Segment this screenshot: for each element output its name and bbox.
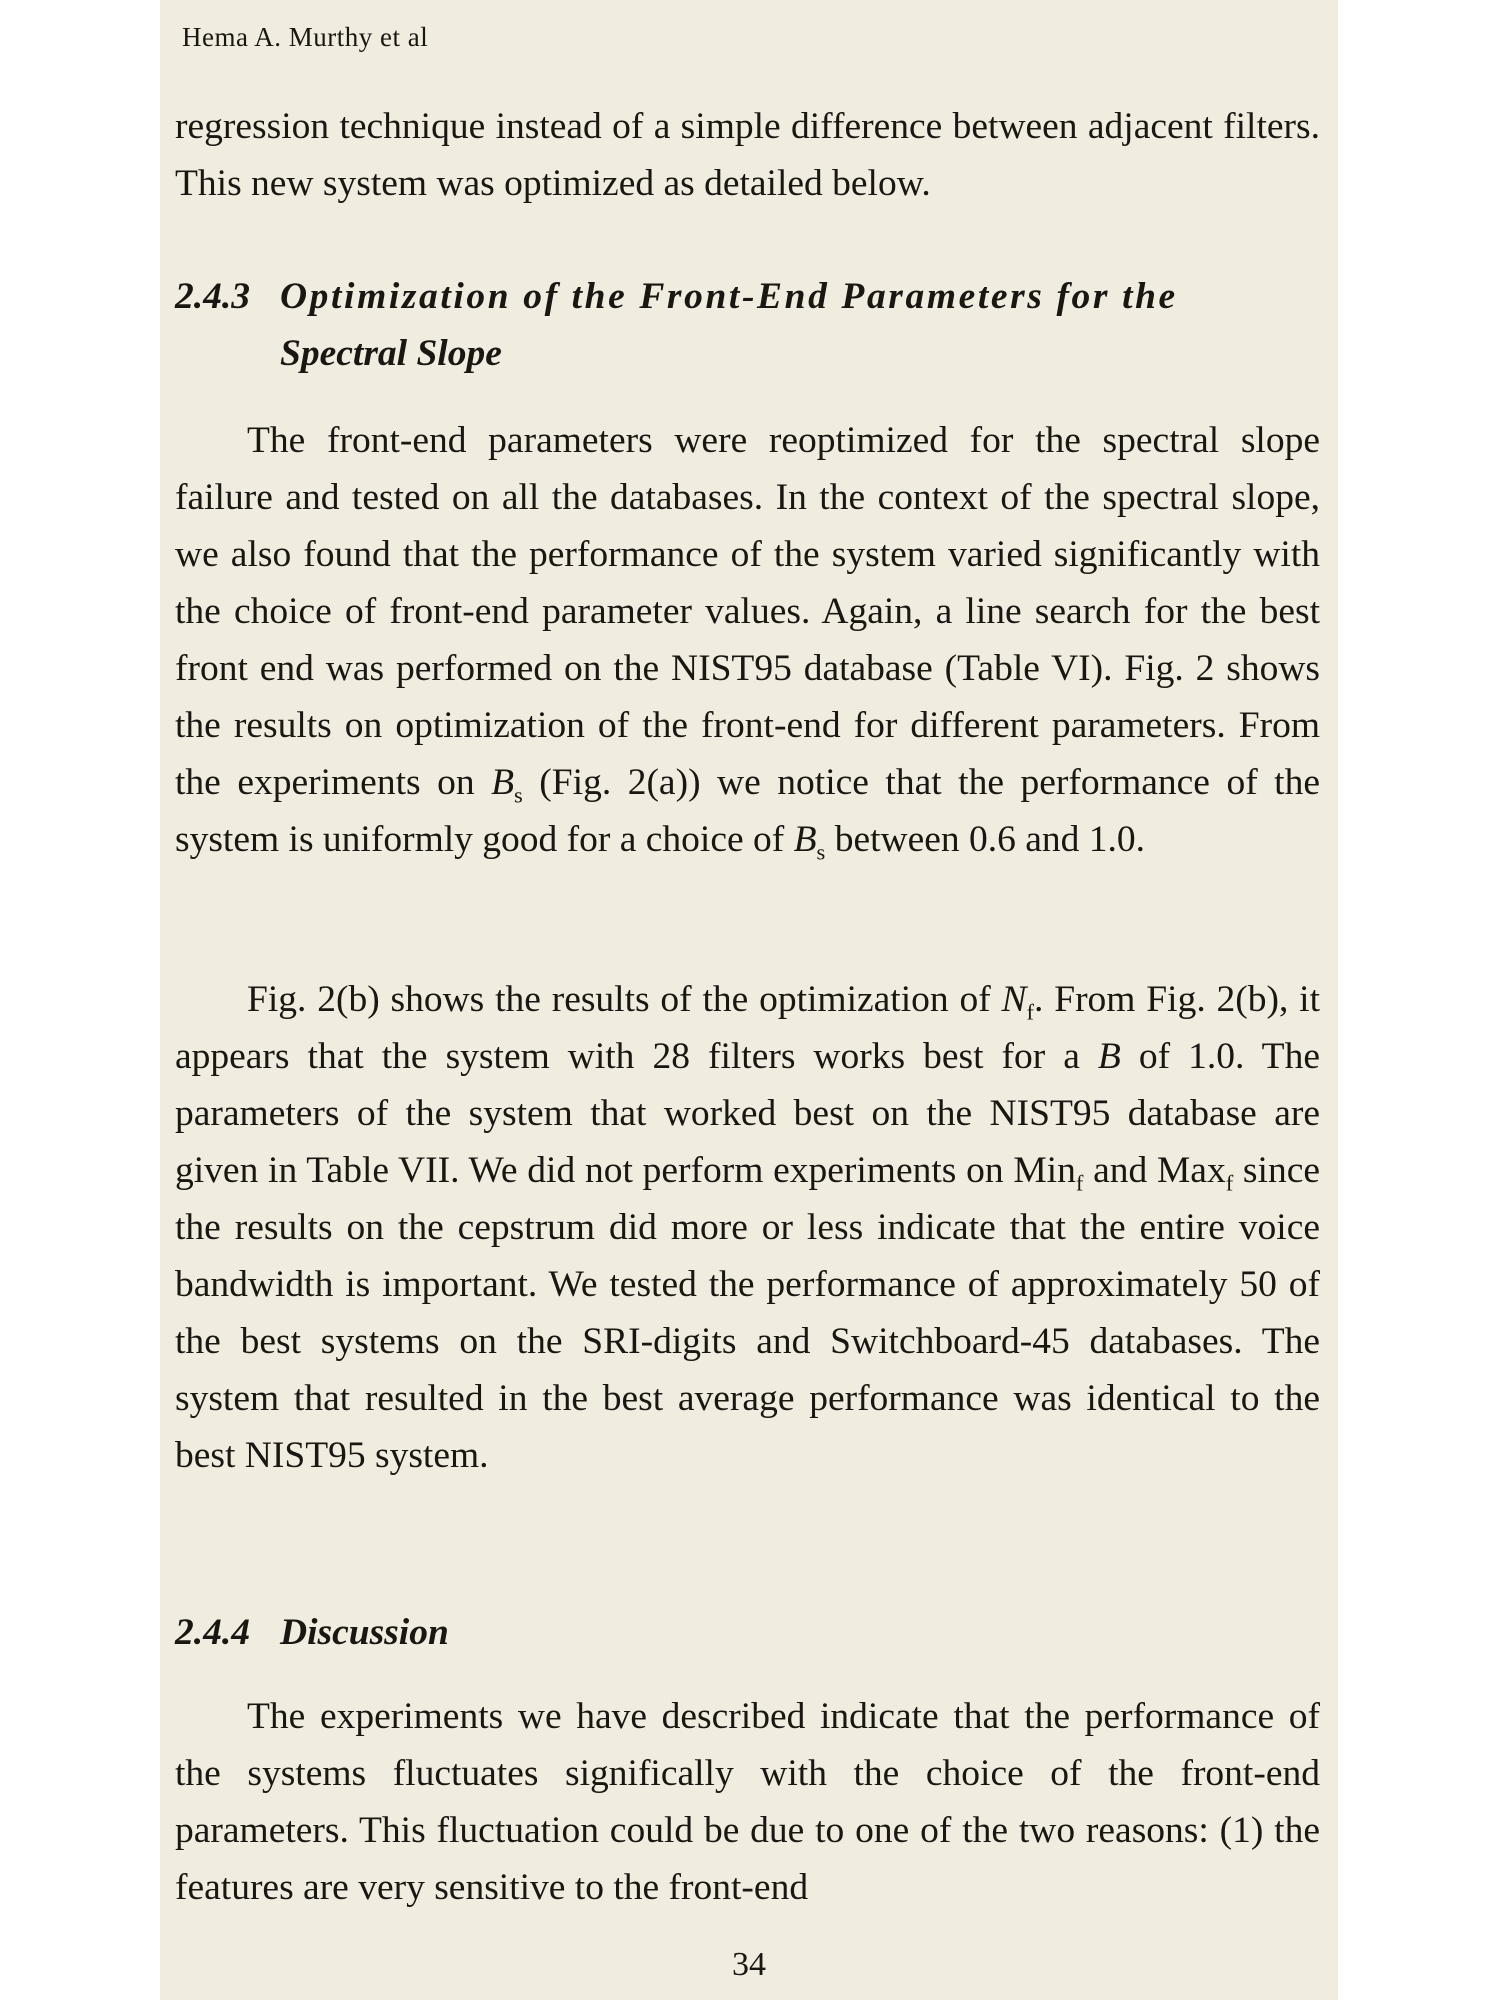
para2-text-e: since the results on the cepstrum did more or less indicate that the entire voice bandwidth is important. We tested the performance of approximately 50 of the best systems on the SRI-digits and Switchboard-45 databases. The system that resulted in the best average performance was identical to the best NIST95 system. xyxy=(175,1150,1320,1476)
section-title: Discussion xyxy=(280,1612,449,1653)
section-title-line1: Optimization of the Front-End Parameters for the xyxy=(280,276,1178,317)
body-paragraph-2 xyxy=(175,971,1320,1484)
sub-f: f xyxy=(1075,1170,1084,1196)
body-paragraph-1 xyxy=(175,412,1320,868)
para1-text-c: between 0.6 and 1.0. xyxy=(825,819,1146,860)
sub-s: s xyxy=(514,782,523,808)
section-number: 2.4.3 xyxy=(175,276,250,317)
section-heading-2-4-3 xyxy=(175,268,1320,382)
section-title-line2: Spectral Slope xyxy=(280,333,502,374)
running-head: Hema A. Murthy et al xyxy=(182,22,429,52)
paper-page xyxy=(160,0,1338,2000)
para3-text: The experiments we have described indicate that the performance of the systems fluctuates significally with the choice of the front-end parameters. This fluctuation could be due to one of the two reasons: (1) the features are very sensitive to the front-end xyxy=(175,1696,1320,1908)
body-paragraph-3 xyxy=(175,1688,1320,1916)
para2-text-c: of 1.0. The parameters of the system that worked best on the NIST95 database are given in Table VII. We did not perform experiments on Min xyxy=(175,1036,1320,1191)
sub-f: f xyxy=(1225,1170,1234,1196)
para2-text-a: Fig. 2(b) shows the results of the optimization of xyxy=(247,979,1002,1020)
page-number: 34 xyxy=(732,1946,766,1983)
para1-text-a: The front-end parameters were reoptimized for the spectral slope failure and tested on all the databases. In the context of the spectral slope, we also found that the performance of the system varied significantly with the choice of front-end parameter values. Again, a line search for the best front end was performed on the NIST95 database (Table VI). Fig. 2 shows the results on optimization of the front-end for different parameters. From the experiments on xyxy=(175,420,1320,803)
intro-paragraph xyxy=(175,98,1320,212)
sub-s: s xyxy=(816,839,826,865)
para1-text-b: (Fig. 2(a)) we notice that the performance of the system is uniformly good for a choice of xyxy=(175,762,1320,860)
intro-paragraph-text: regression technique instead of a simple difference between adjacent filters. This new system was optimized as detailed below. xyxy=(175,106,1320,204)
para2-text-b: . From Fig. 2(b), it appears that the system with 28 filters works best for a xyxy=(175,979,1321,1077)
var-b: B xyxy=(1097,1036,1121,1077)
var-b: B xyxy=(793,819,817,860)
para2-text-d: and Max xyxy=(1083,1150,1226,1191)
section-number: 2.4.4 xyxy=(175,1612,250,1653)
var-n: N xyxy=(1001,979,1027,1020)
sub-f: f xyxy=(1026,999,1035,1025)
var-b: B xyxy=(491,762,515,803)
section-heading-2-4-4 xyxy=(175,1604,1320,1661)
